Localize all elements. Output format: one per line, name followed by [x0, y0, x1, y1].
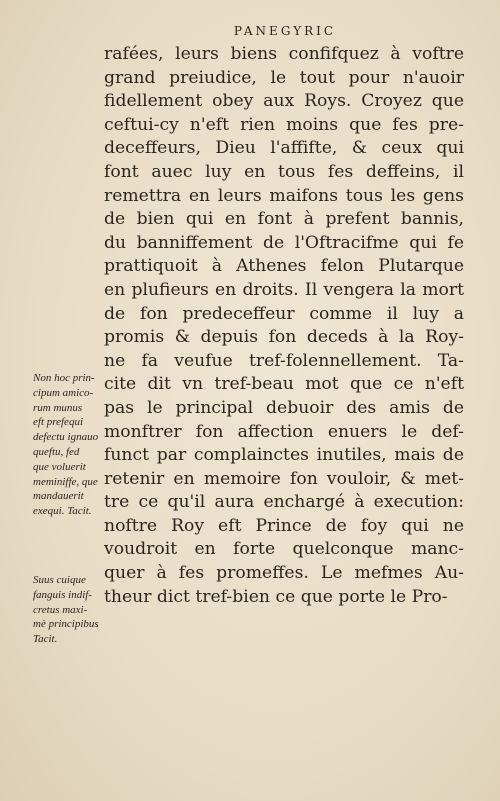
margin-note-line: mè principibus — [33, 618, 99, 631]
margin-note-line: queftu, fed — [33, 445, 80, 458]
text-line: monftrer fon affection enuers le def- — [104, 421, 464, 442]
text-line: promis & depuis fon deceds à la Roy- — [104, 327, 464, 348]
margin-note-tacitus-1 — [33, 371, 101, 519]
margin-note-line: Suus cuique — [33, 574, 86, 586]
margin-note-line: Non hoc prin- — [33, 372, 95, 384]
margin-note-line: meminiffe, que — [33, 475, 98, 488]
text-line: font auec luy en tous fes deffeins, il — [104, 161, 464, 182]
text-line: noftre Roy eft Prince de foy qui ne — [104, 515, 464, 536]
margin-note-tacitus-2 — [33, 573, 101, 647]
text-line: prattiquoit à Athenes felon Plutarque — [104, 256, 464, 277]
margin-note-line: que voluerit — [33, 460, 86, 473]
text-line: ceftui-cy n'eft rien moins que fes pre- — [104, 114, 464, 135]
running-title: PANEGYRIC — [233, 24, 337, 38]
running-header — [0, 20, 500, 39]
text-line: retenir en memoire fon vouloir, & met- — [104, 468, 464, 489]
margin-note-line: cipum amico- — [33, 386, 94, 399]
margin-note-line: fanguis indif- — [33, 588, 92, 601]
margin-note-line: mandauerit — [33, 490, 84, 503]
margin-note-line: rum munus — [33, 401, 83, 414]
text-line: theur dict tref-bien ce que porte le Pro- — [104, 586, 448, 607]
text-line: voudroit en forte quelconque manc- — [104, 539, 464, 560]
text-line: cite dit vn tref-beau mot que ce n'eft — [104, 374, 464, 395]
text-line: de bien qui en font à prefent bannis, — [104, 209, 464, 230]
margin-note-line: cretus maxi- — [33, 603, 88, 616]
text-line: en plufieurs en droits. Il vengera la mort — [104, 279, 464, 300]
text-line: de fon predeceffeur comme il luy a — [104, 303, 464, 324]
text-line: quer à fes promeffes. Le mefmes Au- — [104, 563, 464, 584]
text-line: funct par complainctes inutiles, mais de — [104, 445, 464, 466]
text-line: tre ce qu'il aura enchargé à execution: — [104, 492, 464, 513]
text-line: rafées, leurs biens confifquez à voftre — [104, 44, 464, 64]
margin-note-line: defectu ignauo — [33, 431, 99, 444]
text-line: du banniffement de l'Oftracifme qui fe — [104, 232, 464, 253]
margin-note-line: eft prefequi — [33, 416, 83, 429]
text-line: grand preiudice, le tout pour n'auoir — [104, 67, 464, 88]
body-text — [104, 43, 464, 609]
margin-note-line: Tacit. — [33, 633, 58, 646]
text-line: deceffeurs, Dieu l'affifte, & ceux qui — [104, 138, 464, 159]
text-line: fidellement obey aux Roys. Croyez que — [104, 91, 464, 112]
text-line: ne fa veufue tref-folennellement. Ta- — [104, 350, 464, 371]
text-line: pas le principal debuoir des amis de — [104, 397, 464, 418]
text-line: remettra en leurs maifons tous les gens — [104, 185, 464, 206]
margin-note-line: exequi. Tacit. — [33, 505, 92, 518]
